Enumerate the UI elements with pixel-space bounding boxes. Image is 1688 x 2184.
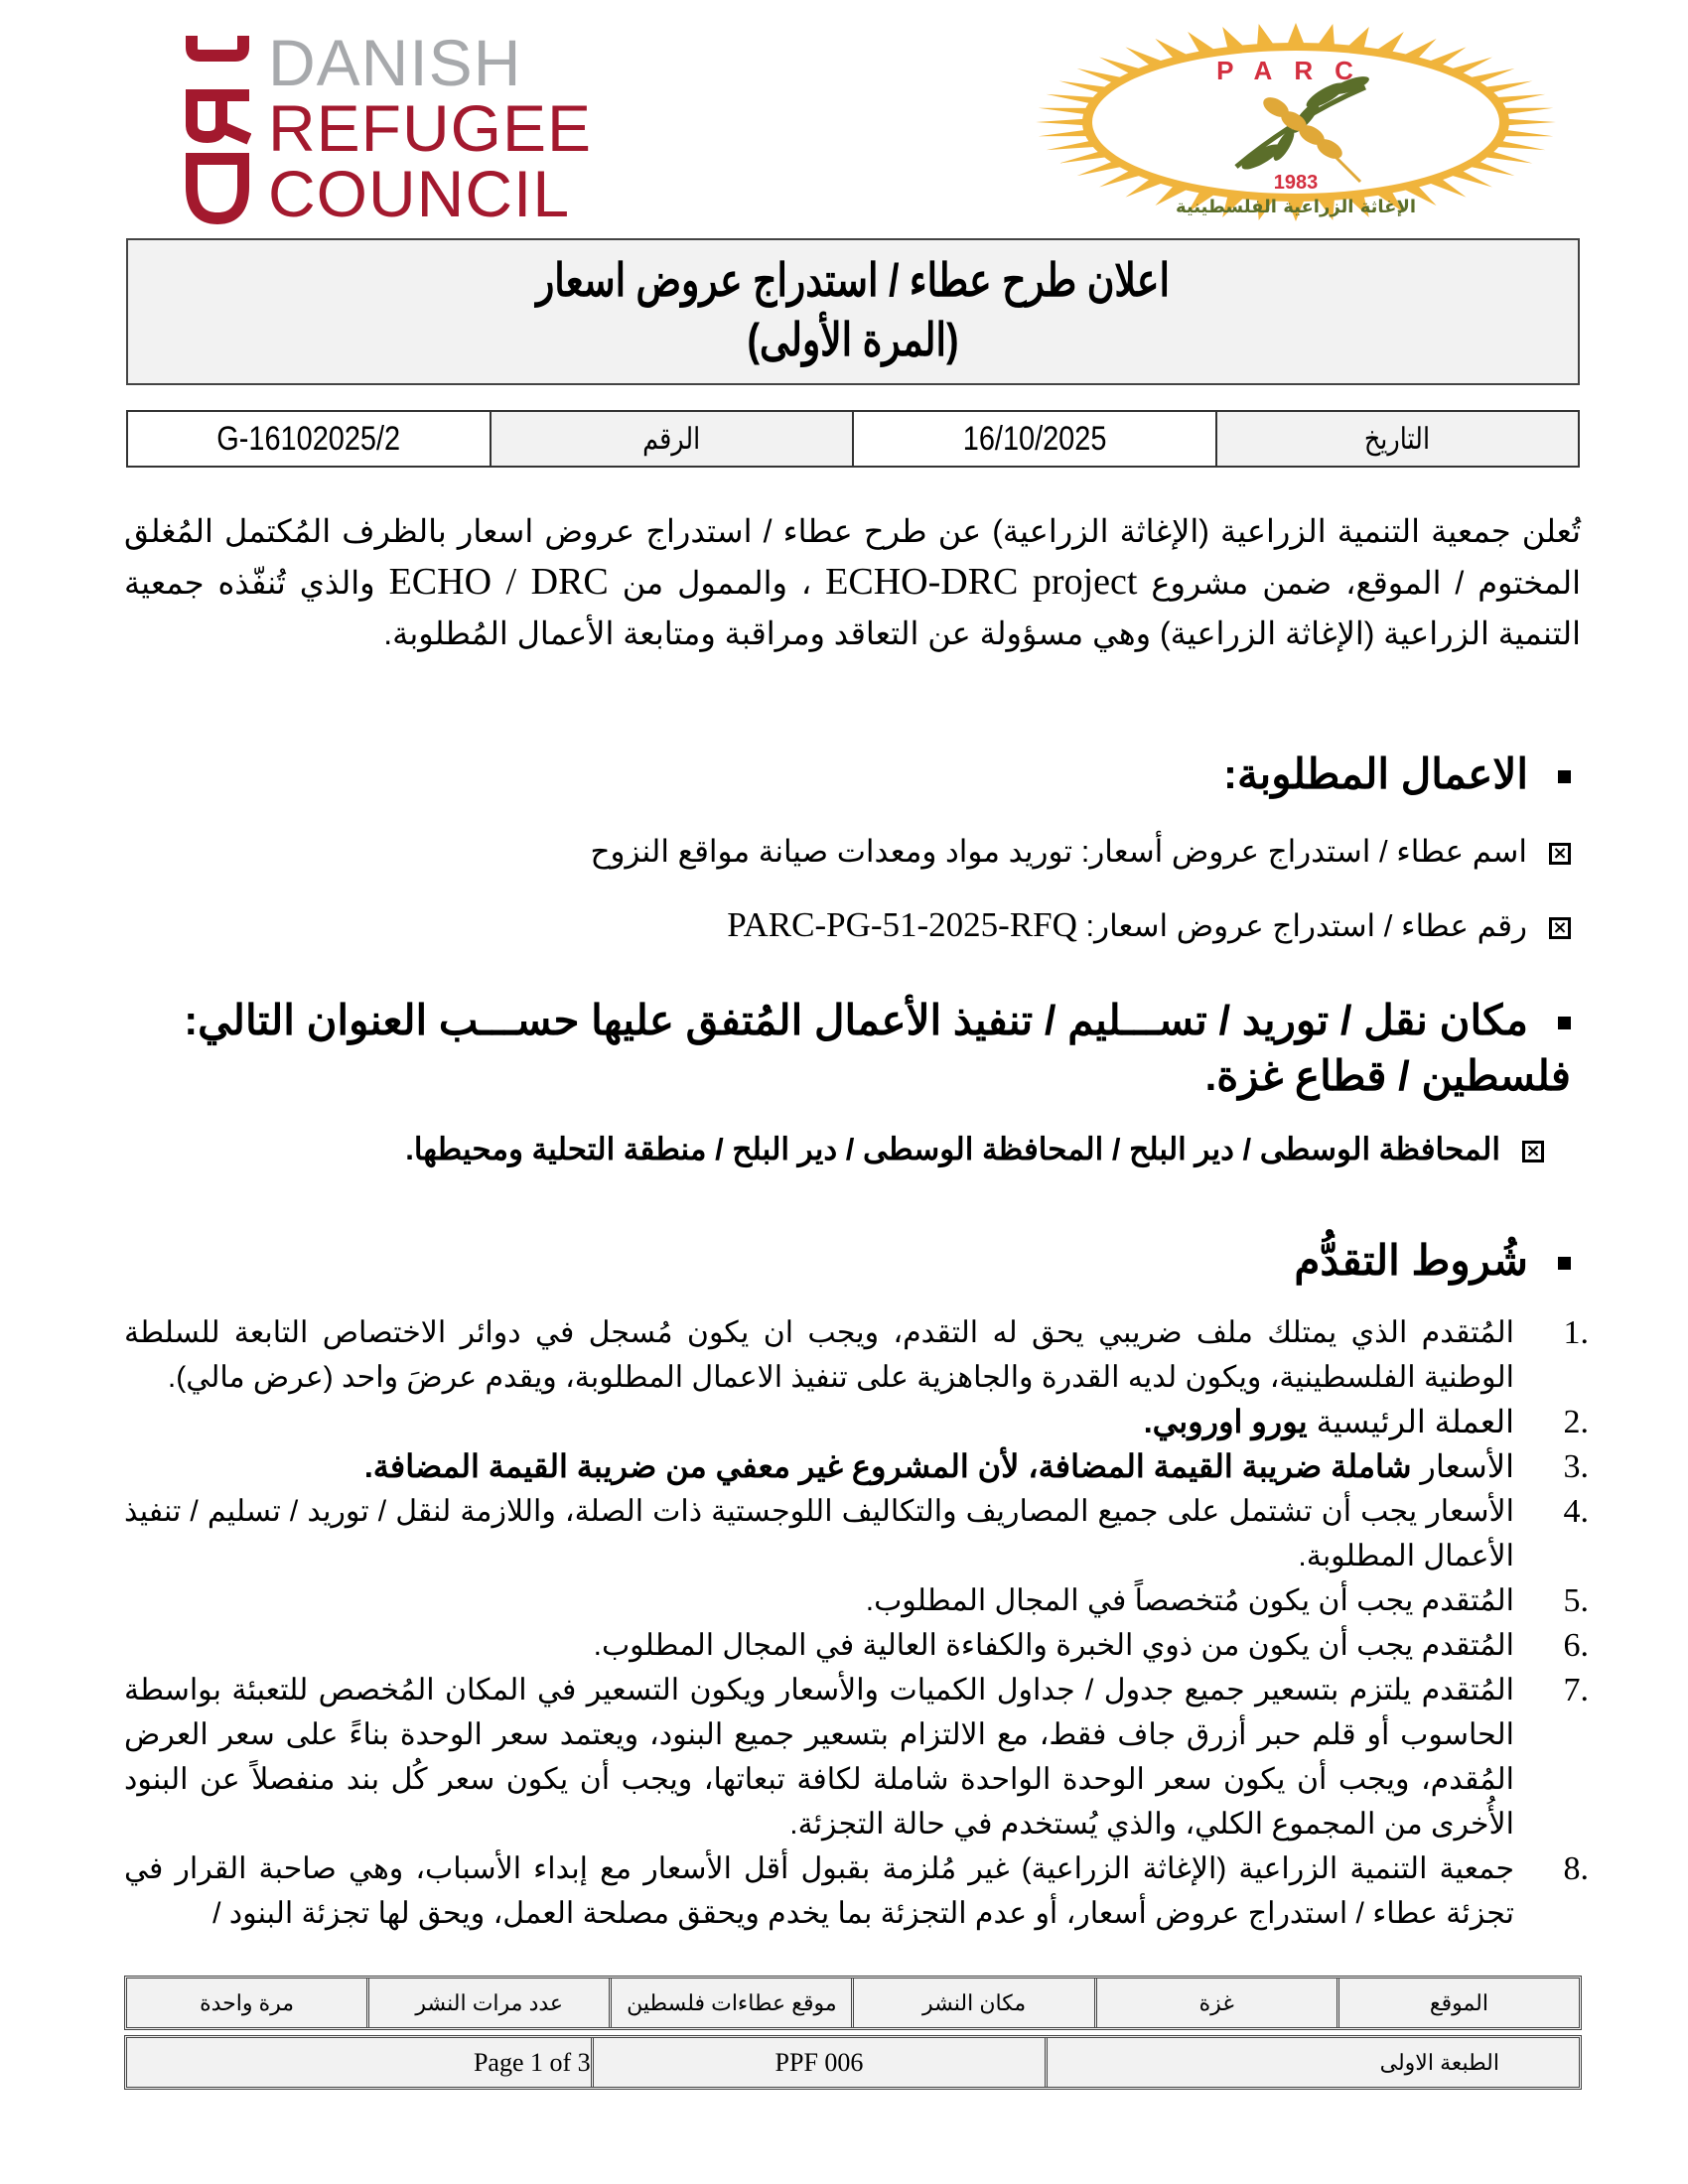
footer-location-value: غزة: [1094, 1979, 1336, 2027]
parc-acronym: PARC: [1216, 56, 1375, 85]
date-value: 16/10/2025: [852, 412, 1215, 466]
footer-publish-count-label: عدد مرات النشر: [366, 1979, 609, 2027]
bullet-square-icon: [1558, 1257, 1571, 1270]
footer-edition: الطبعة الاولى: [1045, 2038, 1579, 2087]
footer-form-code: PPF 006: [591, 2038, 1046, 2087]
date-label: التاريخ: [1215, 412, 1579, 466]
page-title: اعلان طرح عطاء / استدراج عروض اسعار: [536, 254, 1170, 306]
footer-location-label: الموقع: [1336, 1979, 1579, 2027]
parc-arabic-name: الإغاثة الزراعية الفلسطينية: [1175, 197, 1417, 217]
drc-logo: [184, 26, 740, 230]
condition-item: 7. المُتقدم يلتزم بتسعير جميع جدول / جداول الكميات والأسعار ويكون التسعير في المكان المُخصص للتعبئة بواسطة الحاسوب أو قلم حبر أزرق جاف فقط، مع الالتزام بتسعير جميع البنود، ويعتمد سعر الوحدة بناءً على سعر العرض المُقدم، ويجب أن يكون سعر الوحدة الواحدة شاملة لكافة تبعاتها، ويجب أن يكون سعر كُل بند منفصلاً عن البنود الأُخرى من المجموع الكلي، والذي يُستخدم في حالة التجزئة.: [124, 1672, 1589, 1841]
checked-box-icon: ×: [1549, 843, 1571, 865]
footer-document-table: [124, 2035, 1582, 2090]
location-item: ×المحافظة الوسطى / دير البلح / المحافظة الوسطى / دير البلح / منطقة التحلية ومحيطها.: [405, 1132, 1544, 1167]
page-subtitle: (المرة الأولى): [747, 314, 959, 365]
checked-box-icon: ×: [1549, 917, 1571, 939]
condition-item: 6. المُتقدم يجب أن يكون من ذوي الخبرة والكفاءة العالية في المجال المطلوب.: [593, 1627, 1589, 1664]
footer-page-number: Page 1 of 3: [473, 2047, 591, 2077]
funder-name: ECHO / DRC: [388, 561, 609, 603]
tender-number-item: ×رقم عطاء / استدراج عروض اسعار: PARC-PG-51-2025-RFQ: [727, 905, 1571, 945]
drc-wordmark: [268, 26, 593, 230]
project-name: ECHO-DRC project: [825, 561, 1138, 603]
number-value: G-16102025/2: [216, 419, 401, 458]
bullet-square-icon: [1558, 770, 1571, 783]
footer-publish-place-value: موقع عطاءات فلسطين: [609, 1979, 851, 2027]
conditions-heading: شُروط التقدُّم: [1294, 1236, 1571, 1285]
intro-paragraph: تُعلن جمعية التنمية الزراعية (الإغاثة الزراعية) عن طرح عطاء / استدراج عروض اسعار بالظرف المُكتمل المُغلق المختوم / الموقع، ضمن مشروع ECHO-DRC project ، والممول من ECHO / DRC والذي تُنفّذه جمعية التنمية الزراعية (الإغاثة الزراعية) وهي مسؤولة عن التعاقد ومراقبة ومتابعة الأعمال المُطلوبة.: [124, 513, 1582, 651]
condition-item: 4. الأسعار يجب أن تشتمل على جميع المصاريف والتكاليف اللوجستية ذات الصلة، واللازمة لنقل / توريد / تسليم / تنفيذ الأعمال المطلوبة.: [124, 1493, 1589, 1572]
conditions-list: [124, 1310, 1589, 1936]
footer-publish-place-label: مكان النشر: [851, 1979, 1093, 2027]
checked-box-icon: ×: [1522, 1141, 1544, 1162]
reference-table: [126, 410, 1580, 468]
drc-mark-icon: [184, 28, 251, 226]
condition-item: 1. المُتقدم الذي يمتلك ملف ضريبي يحق له التقدم، ويجب ان يكون مُسجل في دوائر الاختصاص التابعة للسلطة الوطنية الفلسطينية، ويكون لديه القدرة والجاهزية على تنفيذ الاعمال المطلوبة، ويقدم عرضَ واحد (عرض مالي).: [124, 1314, 1589, 1394]
condition-item: 5. المُتقدم يجب أن يكون مُتخصصاً في المجال المطلوب.: [865, 1582, 1589, 1619]
drc-word-council: COUNCIL: [268, 157, 571, 230]
parc-logo: [1028, 18, 1564, 221]
footer-publication-table: [124, 1976, 1582, 2030]
location-heading: مكان نقل / توريد / تســـليم / تنفيذ الأعمال المُتفق عليها حســـب العنوان التالي: فلسطين / قطاع غزة.: [184, 997, 1571, 1099]
footer-publish-count-value: مرة واحدة: [200, 1989, 295, 2015]
tender-name-item: ×اسم عطاء / استدراج عروض أسعار: توريد مواد ومعدات صيانة مواقع النزوح: [590, 834, 1571, 870]
required-works-heading: الاعمال المطلوبة:: [1223, 750, 1571, 798]
drc-word-danish: DANISH: [268, 26, 522, 99]
condition-item: 3. الأسعار شاملة ضريبة القيمة المضافة، لأن المشروع غير معفي من ضريبة القيمة المضافة.: [363, 1448, 1589, 1485]
condition-item: 2. العملة الرئيسية يورو اوروبي.: [1143, 1404, 1589, 1440]
condition-item: 8. جمعية التنمية الزراعية (الإغاثة الزراعية) غير مُلزمة بقبول أقل الأسعار مع إبداء الأسباب، وهي صاحبة القرار في تجزئة عطاء / استدراج عروض أسعار، أو عدم التجزئة بما يخدم ويحقق مصلحة العمل، ويحق لها تجزئة البنود /: [124, 1850, 1589, 1930]
title-box: [126, 238, 1580, 385]
bullet-square-icon: [1558, 1017, 1571, 1029]
number-label: الرقم: [490, 412, 853, 466]
parc-year: 1983: [1273, 172, 1319, 194]
drc-word-refugee: REFUGEE: [268, 91, 593, 165]
parc-sun-icon: [1028, 18, 1564, 221]
